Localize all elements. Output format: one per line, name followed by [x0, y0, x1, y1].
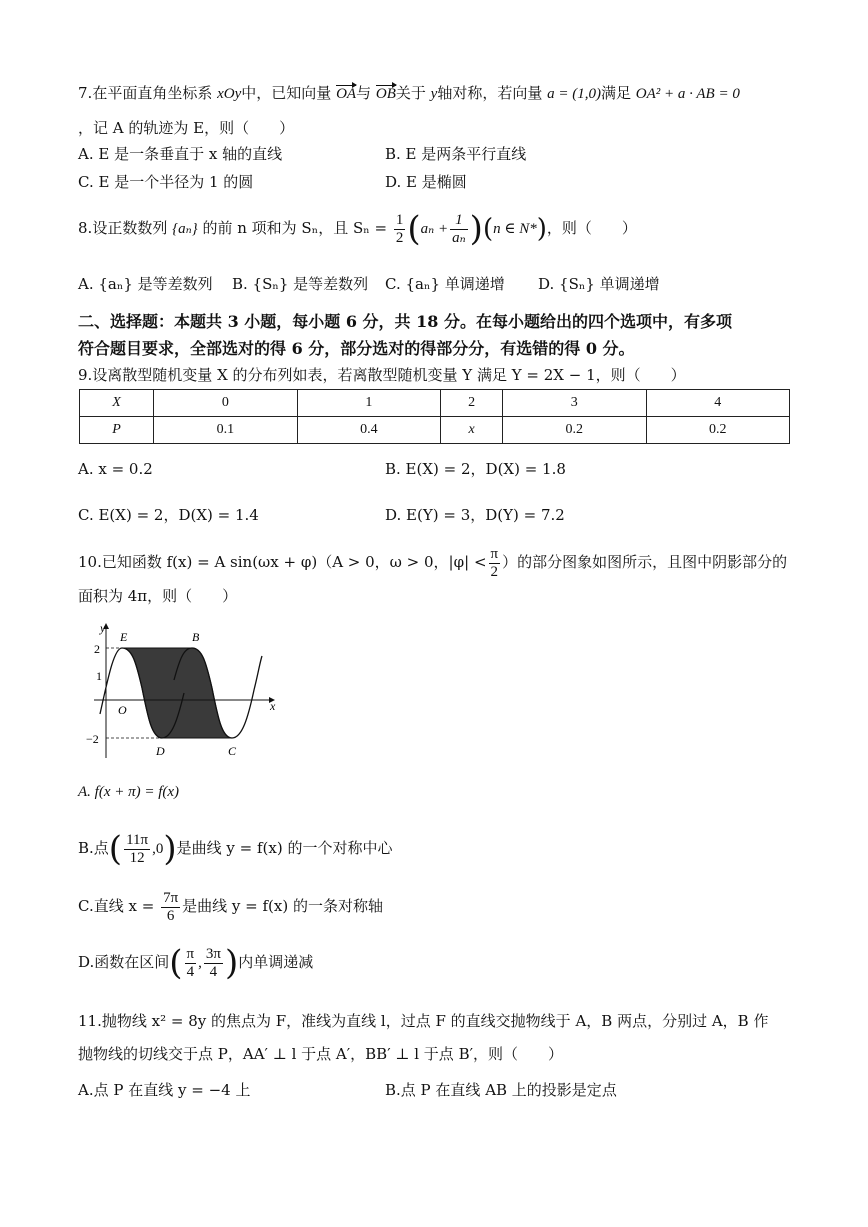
q10-b-tail: ,0: [152, 841, 164, 857]
q11-stem-line1: 11.抛物线 x² = 8y 的焦点为 F，准线为直线 l，过点 F 的直线交抛物线于 A，B 两点，分别过 A，B 作: [78, 1012, 769, 1030]
q7-vector-ob: OB: [376, 83, 396, 105]
section-heading-line2: 符合题目要求，全部选对的得 6 分，部分选对的得部分分，有选错的得 0 分。: [78, 339, 635, 358]
q7-text-4: 轴对称，若向量: [437, 84, 543, 102]
q10-sine-graph: [82, 618, 282, 763]
q7-option-c[interactable]: C. E 是一个半径为 1 的圆: [78, 173, 254, 191]
label-c: C: [228, 744, 237, 758]
label-origin: O: [118, 703, 127, 717]
q10-c-prefix: C.直线 x =: [78, 897, 155, 915]
q10-d-prefix: D.函数在区间: [78, 953, 170, 971]
q10-option-c[interactable]: [78, 884, 383, 928]
q7-text-3: 关于: [395, 84, 426, 102]
table-cell: 0.4: [297, 417, 440, 444]
q10-text-1: 10.已知函数 f(x) = A sin(ωx + φ)（A > 0，ω > 0，|φ| <: [78, 553, 487, 571]
q9-distribution-table: [79, 389, 790, 444]
q10-option-b[interactable]: B.点( $\frac{11\pi}{12}$ ,0)是曲线 y = f(x) 的一个对称中心: [78, 829, 393, 869]
table-cell: 1: [297, 390, 440, 417]
table-row: [80, 417, 790, 444]
q9-option-c[interactable]: C. E(X) = 2，D(X) = 1.4: [78, 506, 259, 524]
q7-text-2: 中，已知向量: [241, 84, 332, 102]
q10-b-den: 12: [129, 849, 145, 866]
q10-d-d1: 4: [186, 963, 195, 980]
q7-text-5: 满足: [601, 84, 632, 102]
q10-text-2: ）的部分图象如图所示，且图中阴影部分的: [502, 553, 788, 571]
q7-vector-oa: OA: [336, 83, 356, 105]
label-y: y: [100, 621, 106, 635]
q9-stem: 9.设离散型随机变量 X 的分布列如表，若离散型随机变量 Y 满足 Y = 2X − 1，则（ ）: [78, 366, 686, 384]
q8-domain: n ∈ N*: [493, 221, 537, 237]
q8-number: 8.: [78, 219, 93, 237]
q10-d-fraction-1: [185, 946, 197, 981]
q10-fraction-pi-half: [489, 546, 501, 581]
q10-stem-line1: [78, 542, 787, 582]
q10-d-n2: 3π: [205, 945, 221, 962]
shaded-region: [122, 648, 232, 738]
section-heading-line1: 二、选择题：本题共 3 小题，每小题 6 分，共 18 分。在每小题给出的四个选项中，有多项: [78, 312, 732, 331]
q11-stem-line2: 抛物线的切线交于点 P，AA′ ⊥ l 于点 A′，BB′ ⊥ l 于点 B′，则（ ）: [78, 1045, 564, 1063]
table-cell: x: [441, 417, 503, 444]
table-cell: 4: [646, 390, 789, 417]
q8-option-b[interactable]: B. {Sₙ} 是等差数列: [232, 275, 369, 293]
q10-b-fraction: [124, 832, 150, 867]
table-cell: 2: [441, 390, 503, 417]
label-x: x: [270, 699, 276, 713]
q7-number: 7.: [78, 84, 93, 102]
q7-option-b[interactable]: B. E 是两条平行直线: [385, 145, 527, 163]
q7-condition: OA² + a · AB = 0: [635, 86, 740, 102]
label-two: 2: [94, 642, 100, 656]
q8-stem: 8.设正数数列 {aₙ} 的前 n 项和为 Sₙ，且 Sₙ = $\frac{1}{2}$ (aₙ + $\frac{1}{\text{aₙ}}$ )(n ∈ N*)，则（ ）: [78, 209, 637, 249]
q8-inner-a: aₙ +: [420, 221, 449, 237]
q9-option-a[interactable]: A. x = 0.2: [78, 460, 153, 478]
table-row: [80, 390, 790, 417]
q8-half-num: 1: [395, 211, 404, 228]
q8-half-den: 2: [395, 229, 404, 246]
label-e: E: [120, 630, 128, 644]
q10-option-a[interactable]: A. f(x + π) = f(x): [78, 784, 180, 800]
q10-two: 2: [490, 563, 499, 580]
table-cell: 0: [154, 390, 297, 417]
q10-c-den: 6: [166, 907, 175, 924]
q8-option-c[interactable]: C. {aₙ} 单调递增: [385, 275, 505, 293]
q10-d-n1: π: [186, 945, 195, 962]
q7-text-1: 在平面直角坐标系: [92, 84, 213, 102]
table-cell: 0.1: [154, 417, 297, 444]
q10-d-d2: 4: [209, 963, 218, 980]
q8-option-a[interactable]: A. {aₙ} 是等差数列: [78, 275, 213, 293]
table-cell: 0.2: [646, 417, 789, 444]
q8-text-2: 的前 n 项和为 Sₙ，且 Sₙ =: [202, 219, 388, 237]
q7-option-d[interactable]: D. E 是椭圆: [385, 173, 467, 191]
label-d: D: [156, 744, 165, 758]
table-cell: 3: [503, 390, 646, 417]
q10-d-fraction-2: [204, 946, 223, 981]
q9-option-b[interactable]: B. E(X) = 2，D(X) = 1.8: [385, 460, 566, 478]
q10-b-prefix: B.点: [78, 839, 109, 857]
q7-y: y: [430, 86, 438, 102]
label-neg-two: −2: [86, 732, 99, 746]
table-cell: P: [80, 417, 154, 444]
q8-tail: ，则（ ）: [546, 219, 637, 237]
q10-option-d[interactable]: D.函数在区间( $\frac{\pi}{4}$ , $\frac{3\pi}{4}$ )内单调递减: [78, 943, 314, 983]
q8-fraction-half: [394, 212, 406, 247]
label-one: 1: [96, 669, 102, 683]
label-b: B: [192, 630, 200, 644]
q10-c-text: 是曲线 y = f(x) 的一条对称轴: [182, 897, 383, 915]
q10-b-text: 是曲线 y = f(x) 的一个对称中心: [176, 839, 393, 857]
q10-d-text: 内单调递减: [238, 953, 314, 971]
table-cell: 0.2: [503, 417, 646, 444]
q11-option-a[interactable]: A.点 P 在直线 y = −4 上: [78, 1081, 251, 1099]
q10-b-num: 11π: [126, 831, 149, 848]
q8-inv-num: 1: [450, 212, 468, 230]
q11-option-b[interactable]: B.点 P 在直线 AB 上的投影是定点: [385, 1081, 617, 1099]
table-cell: X: [80, 390, 154, 417]
q8-fraction-inv: [450, 212, 468, 247]
q9-option-d[interactable]: D. E(Y) = 3，D(Y) = 7.2: [385, 506, 565, 524]
q7-stem-line2: ，记 A 的轨迹为 E，则（ ）: [78, 119, 295, 137]
q7-text-yu: 与: [356, 84, 372, 102]
q10-c-num: 7π: [163, 889, 179, 906]
q10-pi: π: [490, 545, 499, 562]
q8-option-d[interactable]: D. {Sₙ} 单调递增: [538, 275, 660, 293]
q8-text-1: 设正数数列: [92, 219, 168, 237]
q8-inv-den: aₙ: [452, 229, 466, 246]
q7-option-a[interactable]: A. E 是一条垂直于 x 轴的直线: [78, 145, 283, 163]
q10-stem-line2: 面积为 4π，则（ ）: [78, 587, 238, 605]
q7-xoy: xOy: [217, 86, 242, 102]
q7-vector-a: a = (1,0): [547, 86, 601, 102]
q8-sequence-an: {aₙ}: [172, 221, 198, 237]
q10-c-fraction: [161, 890, 180, 925]
q7-stem-line1: [78, 82, 740, 105]
